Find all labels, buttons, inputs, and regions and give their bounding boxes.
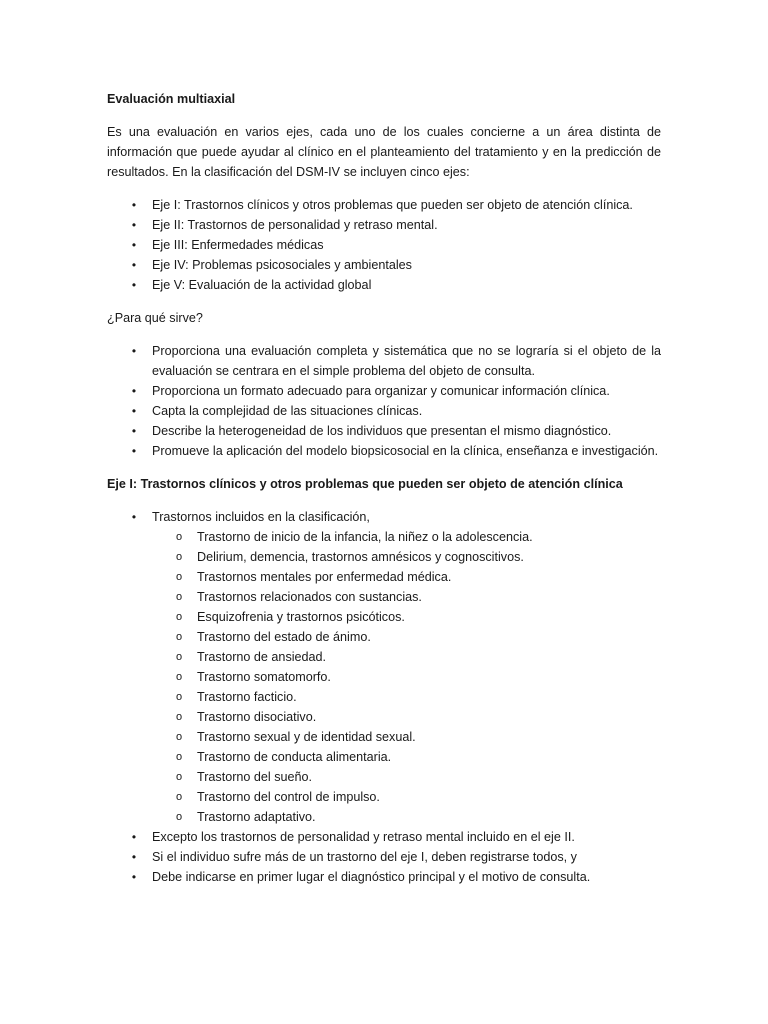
bullet-icon: • bbox=[131, 238, 137, 252]
sublist-item-text: Trastorno de inicio de la infancia, la niñez o la adolescencia. bbox=[197, 530, 533, 544]
list-item bbox=[107, 381, 661, 401]
list-item bbox=[107, 275, 661, 295]
bullet-icon: • bbox=[131, 258, 137, 272]
sublist-item bbox=[152, 707, 661, 727]
list-item-text: Excepto los trastornos de personalidad y retraso mental incluido en el eje II. bbox=[152, 830, 575, 844]
sublist-item-text: Trastorno de ansiedad. bbox=[197, 650, 327, 664]
sublist-item-text: Delirium, demencia, trastornos amnésicos y cognoscitivos. bbox=[197, 550, 524, 564]
bullet-icon: • bbox=[131, 278, 137, 292]
list-item-text: Eje IV: Problemas psicosociales y ambientales bbox=[152, 258, 412, 272]
sublist-item-text: Trastorno del control de impulso. bbox=[197, 790, 380, 804]
document-title: Evaluación multiaxial bbox=[107, 92, 236, 106]
list-item-text: Describe la heterogeneidad de los individuos que presentan el mismo diagnóstico. bbox=[152, 424, 612, 438]
bullet-icon: • bbox=[131, 850, 137, 864]
axis1-heading: Eje I: Trastornos clínicos y otros problemas que pueden ser objeto de atención clínica bbox=[107, 477, 623, 491]
circle-bullet-icon: o bbox=[175, 591, 183, 603]
sublist-item-text: Trastorno somatomorfo. bbox=[197, 670, 331, 684]
list-item bbox=[107, 441, 661, 461]
sublist-item bbox=[152, 767, 661, 787]
bullet-icon: • bbox=[131, 424, 137, 438]
list-item-text: Debe indicarse en primer lugar el diagnóstico principal y el motivo de consulta. bbox=[152, 870, 591, 884]
sublist-item bbox=[152, 807, 661, 827]
list-item-text: Proporciona un formato adecuado para organizar y comunicar información clínica. bbox=[152, 384, 610, 398]
sublist-item bbox=[152, 667, 661, 687]
sublist-item bbox=[152, 567, 661, 587]
document-body bbox=[107, 89, 661, 900]
list-item-text: Capta la complejidad de las situaciones clínicas. bbox=[152, 404, 423, 418]
list-item-text: Proporciona una evaluación completa y sistemática que no se lograría si el objeto de la evaluación se centrara en el simple problema del objeto de consulta. bbox=[152, 344, 661, 378]
circle-bullet-icon: o bbox=[175, 791, 183, 803]
bullet-icon: • bbox=[131, 198, 137, 212]
list-item bbox=[107, 507, 661, 827]
list-item-text: Si el individuo sufre más de un trastorno del eje I, deben registrarse todos, y bbox=[152, 850, 577, 864]
circle-bullet-icon: o bbox=[175, 631, 183, 643]
list-item-text: Eje I: Trastornos clínicos y otros problemas que pueden ser objeto de atención clínica. bbox=[152, 198, 633, 212]
circle-bullet-icon: o bbox=[175, 551, 183, 563]
sublist-item-text: Trastornos mentales por enfermedad médica. bbox=[197, 570, 452, 584]
circle-bullet-icon: o bbox=[175, 731, 183, 743]
purpose-heading: ¿Para qué sirve? bbox=[107, 311, 203, 325]
list-item-text: Eje II: Trastornos de personalidad y retraso mental. bbox=[152, 218, 438, 232]
list-item-text: Eje V: Evaluación de la actividad global bbox=[152, 278, 372, 292]
list-item bbox=[107, 421, 661, 441]
bullet-icon: • bbox=[131, 444, 137, 458]
sublist-item-text: Trastornos relacionados con sustancias. bbox=[197, 590, 422, 604]
circle-bullet-icon: o bbox=[175, 771, 183, 783]
circle-bullet-icon: o bbox=[175, 651, 183, 663]
list-item bbox=[107, 827, 661, 847]
purpose-list bbox=[107, 341, 661, 461]
sublist-item bbox=[152, 687, 661, 707]
list-item-text: Eje III: Enfermedades médicas bbox=[152, 238, 324, 252]
sublist-item-text: Trastorno adaptativo. bbox=[197, 810, 316, 824]
bullet-icon: • bbox=[131, 870, 137, 884]
sublist-item-text: Trastorno facticio. bbox=[197, 690, 297, 704]
list-item bbox=[107, 341, 661, 381]
bullet-icon: • bbox=[131, 510, 137, 524]
list-item bbox=[107, 235, 661, 255]
circle-bullet-icon: o bbox=[175, 671, 183, 683]
list-item bbox=[107, 867, 661, 887]
disorders-sublist bbox=[152, 527, 661, 827]
list-item bbox=[107, 255, 661, 275]
sublist-item bbox=[152, 747, 661, 767]
circle-bullet-icon: o bbox=[175, 571, 183, 583]
bullet-icon: • bbox=[131, 404, 137, 418]
sublist-item bbox=[152, 627, 661, 647]
sublist-item bbox=[152, 647, 661, 667]
list-item bbox=[107, 215, 661, 235]
sublist-item-text: Esquizofrenia y trastornos psicóticos. bbox=[197, 610, 405, 624]
sublist-item-text: Trastorno de conducta alimentaria. bbox=[197, 750, 392, 764]
sublist-item bbox=[152, 547, 661, 567]
list-item bbox=[107, 401, 661, 421]
list-item-text: Trastornos incluidos en la clasificación, bbox=[152, 510, 370, 524]
sublist-item-text: Trastorno del estado de ánimo. bbox=[197, 630, 371, 644]
bullet-icon: • bbox=[131, 830, 137, 844]
list-item bbox=[107, 847, 661, 867]
axis1-list bbox=[107, 507, 661, 887]
sublist-item bbox=[152, 787, 661, 807]
sublist-item bbox=[152, 727, 661, 747]
list-item-text: Promueve la aplicación del modelo biopsicosocial en la clínica, enseñanza e investigación. bbox=[152, 444, 659, 458]
sublist-item-text: Trastorno del sueño. bbox=[197, 770, 313, 784]
circle-bullet-icon: o bbox=[175, 531, 183, 543]
circle-bullet-icon: o bbox=[175, 811, 183, 823]
circle-bullet-icon: o bbox=[175, 751, 183, 763]
sublist-item bbox=[152, 587, 661, 607]
bullet-icon: • bbox=[131, 344, 137, 358]
circle-bullet-icon: o bbox=[175, 611, 183, 623]
circle-bullet-icon: o bbox=[175, 691, 183, 703]
sublist-item-text: Trastorno sexual y de identidad sexual. bbox=[197, 730, 416, 744]
bullet-icon: • bbox=[131, 218, 137, 232]
list-item bbox=[107, 195, 661, 215]
intro-paragraph: Es una evaluación en varios ejes, cada uno de los cuales concierne a un área distinta de información que puede ayudar al clínico en el planteamiento del tratamiento y en la predicción de resultados. En la clasificación del DSM-IV se incluyen cinco ejes: bbox=[107, 125, 661, 179]
sublist-item-text: Trastorno disociativo. bbox=[197, 710, 317, 724]
sublist-item bbox=[152, 607, 661, 627]
circle-bullet-icon: o bbox=[175, 711, 183, 723]
bullet-icon: • bbox=[131, 384, 137, 398]
axes-list bbox=[107, 195, 661, 295]
sublist-item bbox=[152, 527, 661, 547]
